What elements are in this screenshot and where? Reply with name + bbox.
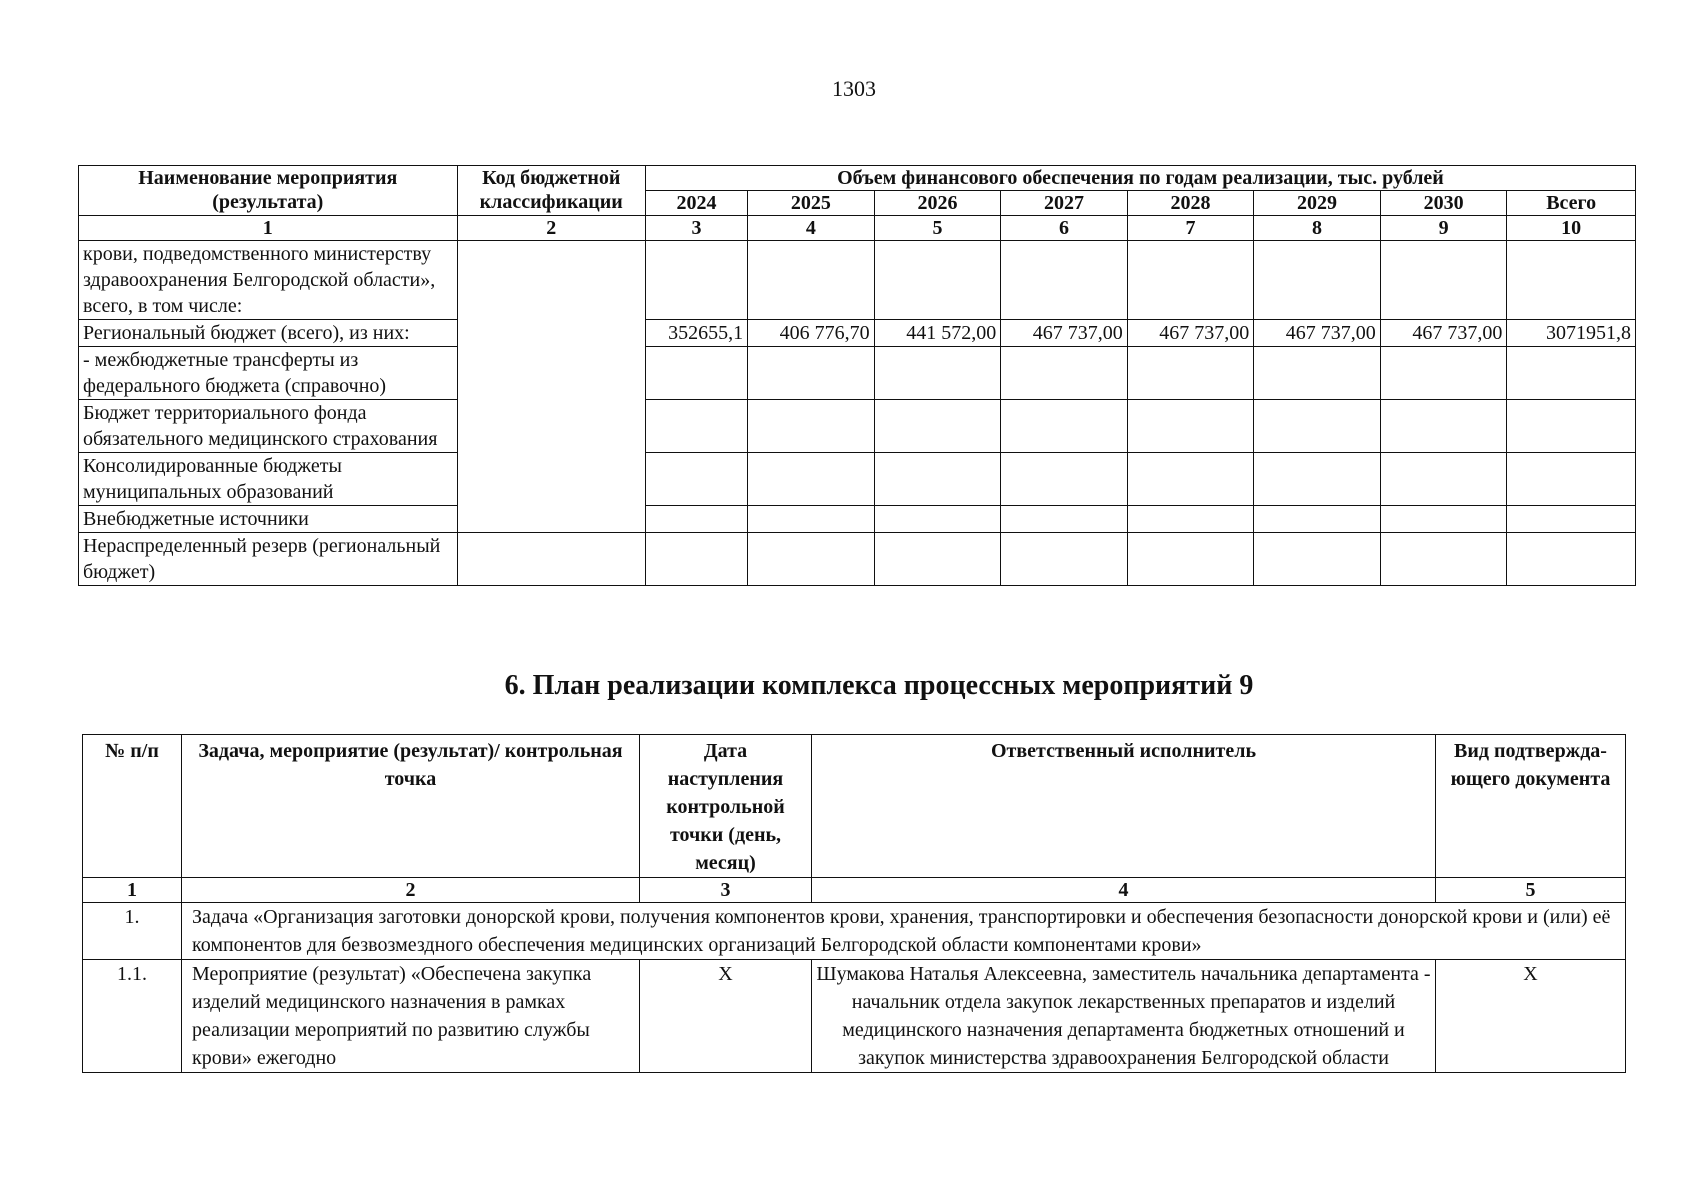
section-title: 6. План реализации комплекса процессных мероприятий 9	[504, 670, 1254, 701]
row-value	[1254, 506, 1381, 533]
row-value	[645, 506, 747, 533]
row-value	[874, 533, 1001, 586]
event-responsible: Шумакова Наталья Алексеевна, заместитель начальника департамента - начальник отдела закупок лекарственных препаратов и изделий медицинского назначения департамента бюджетных отношений и закупок министерства здравоохранения Белгородской области	[812, 960, 1436, 1073]
row-value	[748, 506, 875, 533]
financing-row	[79, 453, 1636, 506]
header-num: № п/п	[83, 735, 182, 878]
header-year: 2027	[1001, 191, 1128, 216]
header-doc: Вид подтвержда-ющего документа	[1436, 735, 1626, 878]
column-number: 10	[1507, 216, 1636, 241]
financing-table	[78, 165, 1636, 586]
row-value	[1127, 400, 1254, 453]
row-name: крови, подведомственного министерству здравоохранения Белгородской области», всего, в том числе:	[79, 241, 458, 320]
row-code	[457, 533, 645, 586]
financing-row	[79, 347, 1636, 400]
row-name: Нераспределенный резерв (региональный бюджет)	[79, 533, 458, 586]
column-number: 2	[457, 216, 645, 241]
event-doc: X	[1436, 960, 1626, 1073]
row-value	[1127, 506, 1254, 533]
row-value	[748, 453, 875, 506]
row-value	[1380, 347, 1507, 400]
column-number: 4	[812, 878, 1436, 903]
row-value	[748, 533, 875, 586]
financing-row	[79, 533, 1636, 586]
row-value	[645, 533, 747, 586]
row-value	[1380, 241, 1507, 320]
row-value: 467 737,00	[1127, 320, 1254, 347]
column-number: 1	[79, 216, 458, 241]
column-number: 6	[1001, 216, 1128, 241]
row-value	[748, 241, 875, 320]
row-name: Бюджет территориального фонда обязательного медицинского страхования	[79, 400, 458, 453]
page-number: 1303	[832, 76, 876, 101]
row-value	[1001, 506, 1128, 533]
row-value	[1507, 533, 1636, 586]
event-date: X	[640, 960, 812, 1073]
row-value	[1001, 533, 1128, 586]
row-value: 467 737,00	[1254, 320, 1381, 347]
row-value	[645, 347, 747, 400]
header-name: Наименование мероприятия (результата)	[79, 166, 458, 216]
financing-row	[79, 400, 1636, 453]
row-name: - межбюджетные трансферты из федерального бюджета (справочно)	[79, 347, 458, 400]
row-value	[1507, 453, 1636, 506]
row-value	[1001, 241, 1128, 320]
column-number: 2	[182, 878, 640, 903]
row-value: 467 737,00	[1001, 320, 1128, 347]
header-responsible: Ответственный исполнитель	[812, 735, 1436, 878]
row-value	[874, 400, 1001, 453]
financing-row	[79, 506, 1636, 533]
row-value	[1380, 506, 1507, 533]
row-value	[1507, 400, 1636, 453]
row-name: Консолидированные бюджеты муниципальных образований	[79, 453, 458, 506]
row-value	[874, 241, 1001, 320]
row-value	[1254, 241, 1381, 320]
row-value	[748, 400, 875, 453]
row-value	[1127, 533, 1254, 586]
header-year: 2028	[1127, 191, 1254, 216]
row-value	[1380, 533, 1507, 586]
header-year: 2024	[645, 191, 747, 216]
row-value	[1380, 400, 1507, 453]
header-task: Задача, мероприятие (результат)/ контрольная точка	[182, 735, 640, 878]
row-value	[748, 347, 875, 400]
financing-row	[79, 241, 1636, 320]
task-row	[83, 903, 1626, 960]
row-value: 441 572,00	[874, 320, 1001, 347]
task-text: Задача «Организация заготовки донорской крови, получения компонентов крови, хранения, транспортировки и обеспечения безопасности донорской крови и (или) её компонентов для безвозмездного обеспечения медицинских организаций Белгородской области компонентами крови»	[182, 903, 1626, 960]
row-value	[645, 453, 747, 506]
header-total: Всего	[1507, 191, 1636, 216]
column-number: 5	[1436, 878, 1626, 903]
row-value	[1507, 241, 1636, 320]
row-value	[1254, 400, 1381, 453]
row-value	[645, 241, 747, 320]
column-number: 8	[1254, 216, 1381, 241]
row-value: 3071951,8	[1507, 320, 1636, 347]
row-value	[645, 400, 747, 453]
row-value: 467 737,00	[1380, 320, 1507, 347]
row-value: 352655,1	[645, 320, 747, 347]
column-number: 7	[1127, 216, 1254, 241]
row-value	[1254, 347, 1381, 400]
row-value	[874, 347, 1001, 400]
event-row	[83, 960, 1626, 1073]
header-year: 2030	[1380, 191, 1507, 216]
plan-table	[82, 734, 1626, 1073]
financing-row	[79, 320, 1636, 347]
task-num: 1.	[83, 903, 182, 960]
event-num: 1.1.	[83, 960, 182, 1073]
column-number: 1	[83, 878, 182, 903]
header-year: 2029	[1254, 191, 1381, 216]
header-date: Дата наступления контрольной точки (день, месяц)	[640, 735, 812, 878]
row-value	[1001, 347, 1128, 400]
row-name: Региональный бюджет (всего), из них:	[79, 320, 458, 347]
row-name: Внебюджетные источники	[79, 506, 458, 533]
column-number: 5	[874, 216, 1001, 241]
header-code: Код бюджетной классификации	[457, 166, 645, 216]
column-number: 3	[645, 216, 747, 241]
row-value	[1507, 506, 1636, 533]
header-year: 2025	[748, 191, 875, 216]
column-number: 3	[640, 878, 812, 903]
header-volume: Объем финансового обеспечения по годам реализации, тыс. рублей	[645, 166, 1635, 191]
row-value	[874, 453, 1001, 506]
row-value	[1254, 453, 1381, 506]
row-value: 406 776,70	[748, 320, 875, 347]
row-value	[1507, 347, 1636, 400]
header-year: 2026	[874, 191, 1001, 216]
row-value	[1254, 533, 1381, 586]
column-number: 4	[748, 216, 875, 241]
row-code	[457, 241, 645, 533]
row-value	[1001, 400, 1128, 453]
row-value	[1127, 453, 1254, 506]
row-value	[1127, 347, 1254, 400]
row-value	[1001, 453, 1128, 506]
row-value	[1127, 241, 1254, 320]
column-number: 9	[1380, 216, 1507, 241]
row-value	[874, 506, 1001, 533]
event-text: Мероприятие (результат) «Обеспечена закупка изделий медицинского назначения в рамках реализации мероприятий по развитию службы крови» ежегодно	[182, 960, 640, 1073]
row-value	[1380, 453, 1507, 506]
